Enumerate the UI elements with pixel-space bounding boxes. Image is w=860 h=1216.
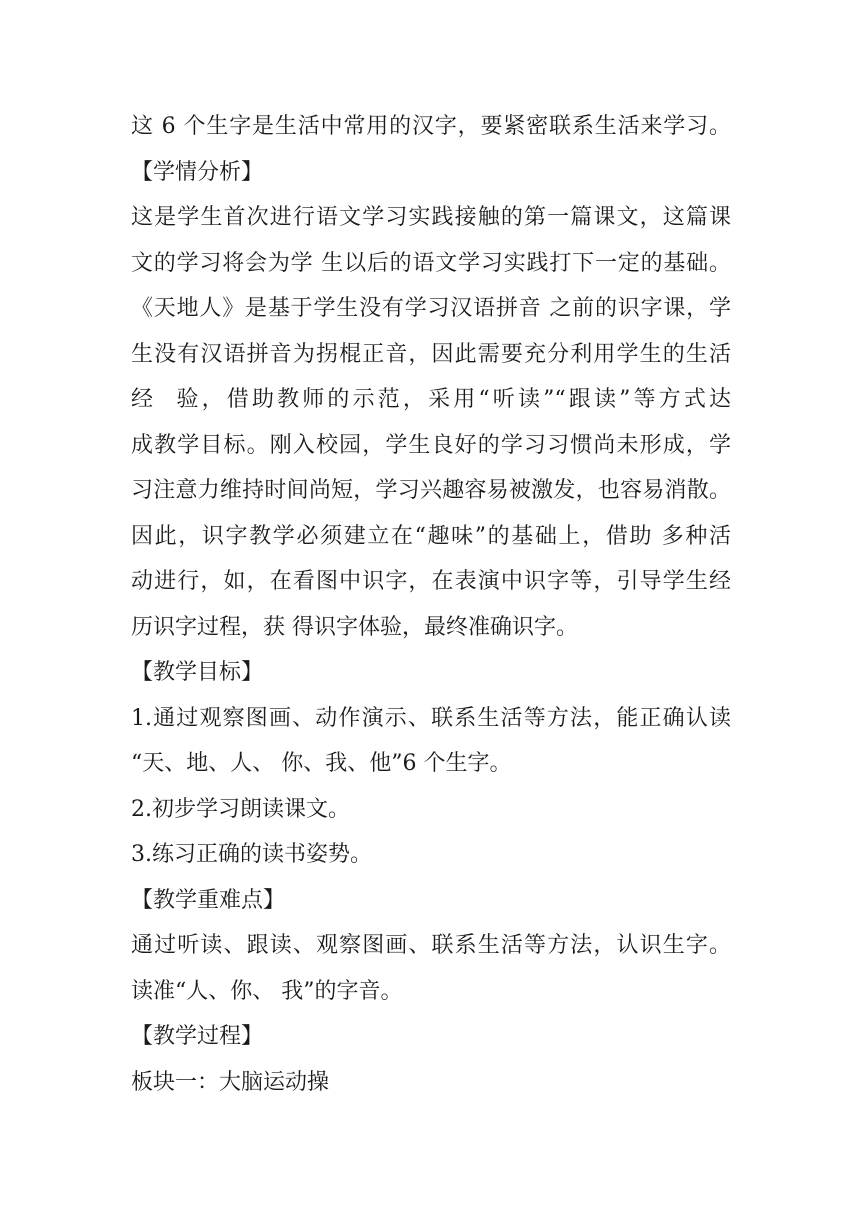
text-line: 生没有汉语拼音为拐棍正音，因此需要充分利用学生的生活: [131, 341, 731, 367]
document-body: [131, 104, 731, 1105]
section-heading-teaching-process: 【教学过程】: [131, 1024, 264, 1049]
text-line: 文的学习将会为学 生以后的语文学习实践打下一定的基础。: [131, 250, 731, 276]
section-heading-learning-analysis: 【学情分析】: [131, 159, 264, 185]
text-line: 历识字过程，获 得识字体验，最终准确识字。: [131, 614, 578, 640]
text-line: “天、地、人、 你、我、他”6 个生字。: [131, 751, 512, 776]
text-line: 经 验，借助教师的示范，采用“听读”“跟读”等方式达: [131, 387, 731, 412]
text-line: 动进行，如，在看图中识字，在表演中识字等，引导学生经: [131, 569, 731, 594]
text-line: 这是学生首次进行语文学习实践接触的第一篇课文，这篇课: [131, 205, 731, 230]
text-line: 通过听读、跟读、观察图画、联系生活等方法，认识生字。: [131, 933, 731, 958]
list-item: 3.练习正确的读书姿势。: [131, 842, 372, 867]
section-heading-teaching-goals: 【教学目标】: [131, 660, 264, 685]
section-heading-key-difficulties: 【教学重难点】: [131, 887, 286, 913]
text-line: 读准“人、你、 我”的字音。: [131, 978, 403, 1004]
text-line: 这 6 个生字是生活中常用的汉字，要紧密联系生活来学习。: [131, 114, 731, 139]
text-line: 成教学目标。刚入校园，学生良好的学习习惯尚未形成，学: [131, 432, 731, 458]
text-line: 板块一：大脑运动操: [131, 1069, 330, 1095]
list-item: 1.通过观察图画、动作演示、联系生活等方法，能正确认读: [131, 705, 731, 731]
text-line: 因此，识字教学必须建立在“趣味”的基础上，借助 多种活: [131, 523, 731, 549]
text-line: 《天地人》是基于学生没有学习汉语拼音 之前的识字课，学: [131, 296, 731, 321]
list-item: 2.初步学习朗读课文。: [131, 796, 350, 822]
text-line: 习注意力维持时间尚短，学习兴趣容易被激发，也容易消散。: [131, 478, 731, 503]
